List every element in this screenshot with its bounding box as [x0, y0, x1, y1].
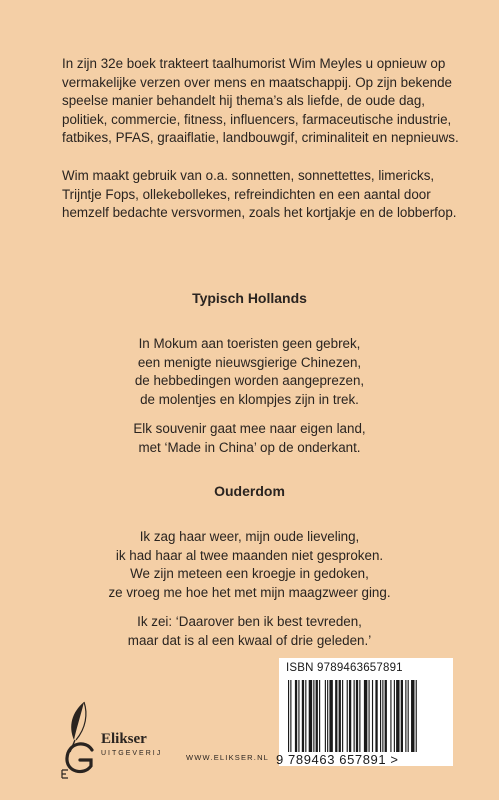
- poem-line: Ik zag haar weer, mijn oude lieveling,: [139, 529, 360, 544]
- poem-stanza: [0, 420, 499, 457]
- barcode-bar: [369, 680, 370, 752]
- poem-line: met ‘Made in China’ op de onderkant.: [138, 439, 361, 455]
- barcode-bar: [364, 680, 367, 752]
- barcode-bar: [327, 680, 328, 752]
- barcode-bar: [349, 680, 351, 752]
- barcode-bar: [339, 680, 341, 752]
- barcode-bar: [380, 680, 381, 752]
- barcode-bar: [382, 680, 383, 752]
- barcode-bar: [347, 680, 348, 752]
- barcode-bar: [295, 680, 297, 752]
- poem-ouderdom: [0, 482, 499, 651]
- barcode-bar: [372, 680, 373, 752]
- barcode-bar: [396, 680, 399, 752]
- poem-stanza: [0, 613, 499, 650]
- barcode-bar: [390, 680, 391, 752]
- barcode-bar: [359, 680, 360, 752]
- poem-line: In Mokum aan toeristen geen gebrek,: [138, 336, 361, 351]
- barcode-bar: [309, 680, 312, 752]
- barcode-bar: [356, 680, 358, 752]
- poem-line: de molentjes en klompjes zijn in trek.: [140, 391, 359, 407]
- poem-line: Ik zei: ‘Daarover ben ik best tevreden,: [137, 614, 362, 630]
- intro-paragraph-2: Wim maakt gebruik van o.a. sonnetten, sonnettettes, limericks, Trijntje Fops, ollekebollekes, refreindichten en een aantal door hemzelf bedachte versvormen, zoals het kortjakje en de lobberfop.: [62, 167, 457, 221]
- barcode-bar: [411, 680, 414, 752]
- barcode-bar: [325, 680, 326, 752]
- barcode-bar: [385, 680, 387, 752]
- isbn-label: ISBN 9789463657891: [286, 662, 403, 674]
- barcode-digits: 9 789463 657891 >: [276, 752, 399, 767]
- poem-stanza: [0, 335, 499, 409]
- poem-title: Ouderdom: [214, 483, 285, 499]
- poem-line: een menigte nieuwsgierige Chinezen,: [137, 354, 362, 370]
- barcode-bar: [313, 680, 314, 752]
- poem-line: ik had haar al twee maanden niet gesproken.: [115, 547, 384, 563]
- barcode-bar: [342, 680, 343, 752]
- barcode-bar: [319, 680, 320, 752]
- barcode-bar: [329, 680, 332, 752]
- barcode-bar: [288, 680, 289, 752]
- barcode-bar: [401, 680, 403, 752]
- poem-line: We zijn meteen een kroegje in gedoken,: [130, 566, 369, 582]
- poem-title: Typisch Hollands: [192, 290, 307, 306]
- barcode-bar: [408, 680, 409, 752]
- barcode-bar: [302, 680, 304, 752]
- barcode-bar: [405, 680, 406, 752]
- poem-stanza: [0, 528, 499, 602]
- barcode-bar: [375, 680, 377, 752]
- poem-line: de hebbedingen worden aangeprezen,: [134, 373, 365, 389]
- barcode-bar: [394, 680, 395, 752]
- intro-paragraph-1: In zijn 32e boek trakteert taalhumorist Wim Meyles u opnieuw op vermakelijke verzen over mens en maatschappij. Op zijn bekende speelse manier behandelt hij thema’s als liefde, de oude dag, politiek, commercie, fitness, influencers, farmaceutische industrie, fatbikes, PFAS, graaiflatie, landbouwgif, criminaliteit en nepnieuws.: [62, 56, 459, 146]
- poem-line: ze vroeg me hoe het met mijn maagzweer ging.: [108, 584, 391, 600]
- publisher-subtitle: UITGEVERIJ: [101, 750, 163, 757]
- barcode-bar: [298, 680, 299, 752]
- barcode-bar: [416, 680, 417, 752]
- barcode-bar: [354, 680, 355, 752]
- barcode-bar: [305, 680, 306, 752]
- poem-line: Elk souvenir gaat mee naar eigen land,: [133, 421, 366, 437]
- barcode-bars: [288, 680, 446, 752]
- barcode-bar: [316, 680, 318, 752]
- poem-line: maar dat is al een kwaal of drie geleden.’: [127, 632, 372, 648]
- quill-g-logo-icon: [58, 700, 102, 780]
- intro-text: [62, 55, 462, 223]
- publisher-name: Elikser: [101, 731, 147, 747]
- poem-typisch-hollands: [0, 289, 499, 458]
- barcode-bar: [290, 680, 291, 752]
- barcode-bar: [335, 680, 337, 752]
- publisher-website: WWW.ELIKSER.NL: [186, 753, 270, 762]
